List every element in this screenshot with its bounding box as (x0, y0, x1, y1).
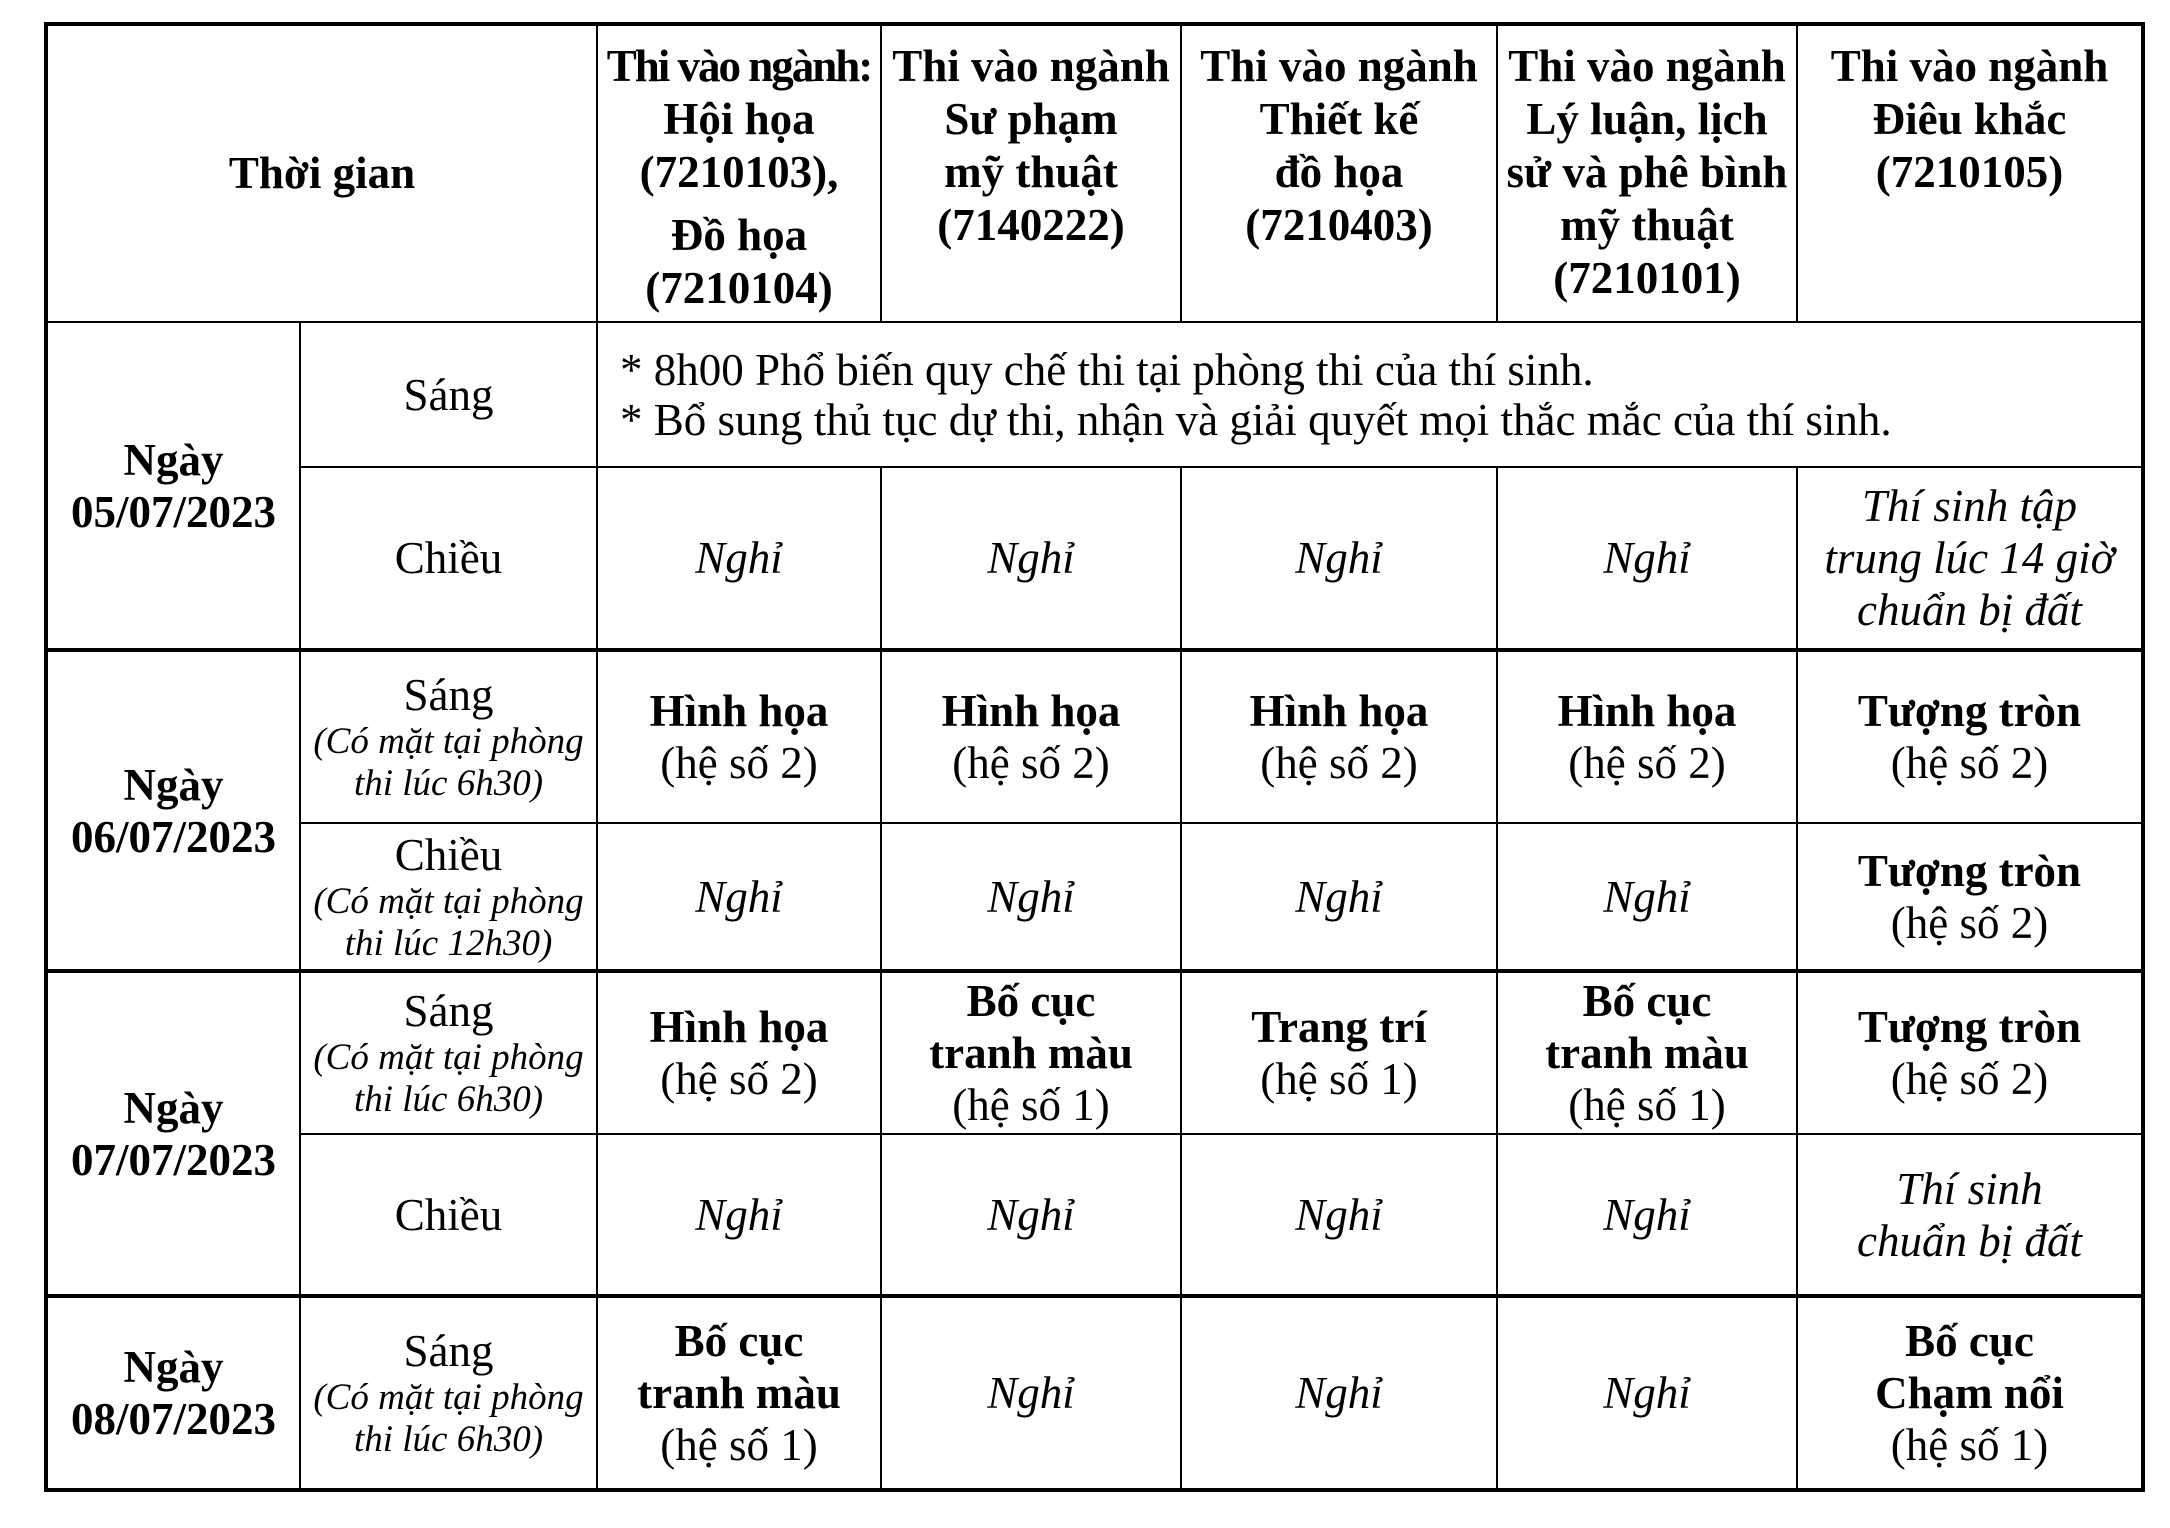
header-major-hoi-hoa-do-hoa (597, 24, 881, 322)
session-cell (300, 971, 597, 1134)
schedule-cell (597, 1134, 881, 1296)
session-note: (Có mặt tại phòng thi lúc 6h30) (313, 721, 584, 804)
schedule-cell (1797, 467, 2143, 650)
session-cell (300, 1134, 597, 1296)
exam-subject: Hình họa (1249, 686, 1429, 736)
header-major-intro: Thi vào ngành (1508, 41, 1786, 91)
exam-coefficient: (hệ số 2) (952, 738, 1110, 788)
exam-coefficient: (hệ số 1) (1568, 1080, 1726, 1130)
exam-coefficient: (hệ số 2) (1568, 738, 1726, 788)
schedule-cell (881, 650, 1181, 823)
session-note: (Có mặt tại phòng thi lúc 6h30) (313, 1037, 584, 1120)
rest-label: Nghỉ (1295, 1368, 1383, 1418)
header-major-ly-luan (1497, 24, 1797, 322)
date-cell (46, 650, 300, 971)
schedule-cell (1181, 467, 1497, 650)
schedule-cell (881, 467, 1181, 650)
rest-label: Nghỉ (987, 871, 1075, 922)
exam-coefficient: (hệ số 1) (1890, 1420, 2049, 1470)
session-name: Chiều (394, 533, 503, 583)
exam-subject: Trang trí (1251, 1002, 1427, 1052)
header-row (46, 24, 2143, 322)
date-cell (46, 322, 300, 650)
session-cell (300, 1296, 597, 1490)
header-major-name: Điêu khắc (7210105) (1872, 94, 2067, 197)
notice-cell (597, 322, 2143, 467)
header-major-intro: Thi vào ngành (892, 41, 1170, 91)
exam-subject: Tượng tròn (1857, 845, 2082, 896)
exam-subject: Hình họa (1557, 686, 1737, 736)
session-cell (300, 650, 597, 823)
rest-label: Nghỉ (987, 1368, 1075, 1418)
session-note: (Có mặt tại phòng thi lúc 12h30) (313, 880, 584, 964)
schedule-cell (1497, 1134, 1797, 1296)
session-name: Sáng (403, 670, 494, 720)
session-cell (300, 823, 597, 971)
date-cell (46, 971, 300, 1296)
exam-coefficient: (hệ số 2) (1890, 1054, 2049, 1104)
session-name: Sáng (403, 986, 494, 1036)
header-time-cell (46, 24, 597, 322)
exam-subject: Bố cục tranh màu (637, 1316, 841, 1418)
header-major-su-pham-my-thuat (881, 24, 1181, 322)
schedule-cell (1797, 1296, 2143, 1490)
date-value: 07/07/2023 (70, 1134, 276, 1185)
exam-subject: Bố cục tranh màu (1545, 976, 1749, 1078)
schedule-row (46, 1296, 2143, 1490)
rest-label: Nghỉ (1603, 533, 1691, 583)
session-name: Sáng (403, 1326, 494, 1376)
rest-label: Nghỉ (1603, 871, 1691, 922)
exam-subject: Hình họa (649, 686, 829, 736)
schedule-cell (597, 823, 881, 971)
schedule-cell (1497, 467, 1797, 650)
exam-coefficient: (hệ số 2) (1890, 897, 2049, 948)
header-major-name: Sư phạm mỹ thuật (7140222) (937, 94, 1125, 250)
session-name: Chiều (394, 829, 503, 880)
header-major-name: Hội họa (7210103), (639, 94, 839, 197)
rest-label: Nghỉ (1603, 1189, 1691, 1240)
header-major-dieu-khac (1797, 24, 2143, 322)
schedule-cell (597, 650, 881, 823)
date-value: 08/07/2023 (70, 1394, 276, 1444)
rest-label: Nghỉ (987, 533, 1075, 583)
date-value: 06/07/2023 (70, 811, 276, 862)
rest-label: Nghỉ (987, 1189, 1075, 1240)
schedule-cell (1181, 1296, 1497, 1490)
header-major-name-secondary: Đồ họa (7210104) (645, 210, 833, 313)
header-major-intro: Thi vào ngành (1200, 41, 1478, 91)
schedule-row (46, 467, 2143, 650)
schedule-cell (1181, 971, 1497, 1134)
rest-label: Nghỉ (695, 1189, 783, 1240)
schedule-cell (881, 823, 1181, 971)
schedule-row (46, 823, 2143, 971)
schedule-row (46, 971, 2143, 1134)
schedule-cell (1181, 650, 1497, 823)
remark-text: Thí sinh tập trung lúc 14 giờ chuẩn bị đất (1824, 481, 2115, 635)
date-label: Ngày (123, 434, 224, 485)
date-cell (46, 1296, 300, 1490)
schedule-cell (1181, 1134, 1497, 1296)
schedule-cell (1797, 650, 2143, 823)
notice-line: * 8h00 Phổ biến quy chế thi tại phòng thi của thí sinh. (620, 344, 1594, 395)
exam-subject: Tượng tròn (1857, 686, 2082, 736)
header-major-name: Thiết kế đồ họa (7210403) (1245, 94, 1433, 250)
exam-coefficient: (hệ số 2) (1260, 738, 1418, 788)
schedule-cell (1497, 1296, 1797, 1490)
remark-text: Thí sinh chuẩn bị đất (1857, 1163, 2082, 1266)
rest-label: Nghỉ (695, 533, 783, 583)
exam-coefficient: (hệ số 2) (1890, 738, 2049, 788)
schedule-cell (1797, 971, 2143, 1134)
schedule-cell (881, 971, 1181, 1134)
rest-label: Nghỉ (1295, 533, 1383, 583)
session-name: Sáng (403, 369, 494, 420)
schedule-row (46, 322, 2143, 467)
schedule-cell (1797, 823, 2143, 971)
schedule-cell (597, 971, 881, 1134)
exam-subject: Hình họa (649, 1002, 829, 1052)
header-major-intro: Thi vào ngành (1830, 41, 2109, 91)
exam-coefficient: (hệ số 1) (660, 1420, 818, 1470)
schedule-cell (881, 1134, 1181, 1296)
date-label: Ngày (123, 1082, 224, 1133)
session-cell (300, 322, 597, 467)
schedule-cell (1497, 971, 1797, 1134)
schedule-cell (597, 467, 881, 650)
exam-subject: Bố cục tranh màu (929, 976, 1133, 1078)
exam-coefficient: (hệ số 2) (660, 738, 818, 788)
schedule-cell (1181, 823, 1497, 971)
rest-label: Nghỉ (1603, 1368, 1691, 1418)
schedule-cell (881, 1296, 1181, 1490)
exam-subject: Bố cục Chạm nổi (1875, 1316, 2064, 1418)
header-major-intro: Thi vào ngành: (606, 41, 872, 91)
schedule-row (46, 1134, 2143, 1296)
schedule-cell (1497, 823, 1797, 971)
exam-coefficient: (hệ số 1) (952, 1080, 1110, 1130)
schedule-row (46, 650, 2143, 823)
date-label: Ngày (123, 1342, 224, 1392)
rest-label: Nghỉ (1295, 1189, 1383, 1240)
session-cell (300, 467, 597, 650)
exam-coefficient: (hệ số 1) (1260, 1054, 1418, 1104)
header-time-label: Thời gian (228, 148, 416, 198)
header-major-name: Lý luận, lịch sử và phê bình mỹ thuật (7210101) (1506, 94, 1788, 303)
date-value: 05/07/2023 (70, 486, 276, 537)
exam-subject: Hình họa (941, 686, 1121, 736)
schedule-cell (1497, 650, 1797, 823)
rest-label: Nghỉ (1295, 871, 1383, 922)
schedule-cell (1797, 1134, 2143, 1296)
session-note: (Có mặt tại phòng thi lúc 6h30) (313, 1377, 584, 1460)
header-major-thiet-ke-do-hoa (1181, 24, 1497, 322)
notice-line: * Bổ sung thủ tục dự thi, nhận và giải quyết mọi thắc mắc của thí sinh. (620, 394, 1892, 445)
rest-label: Nghỉ (695, 871, 783, 922)
session-name: Chiều (394, 1189, 503, 1240)
schedule-cell (597, 1296, 881, 1490)
exam-subject: Tượng tròn (1857, 1002, 2082, 1052)
exam-schedule-table (44, 22, 2145, 1492)
exam-coefficient: (hệ số 2) (660, 1054, 818, 1104)
date-label: Ngày (123, 759, 224, 810)
